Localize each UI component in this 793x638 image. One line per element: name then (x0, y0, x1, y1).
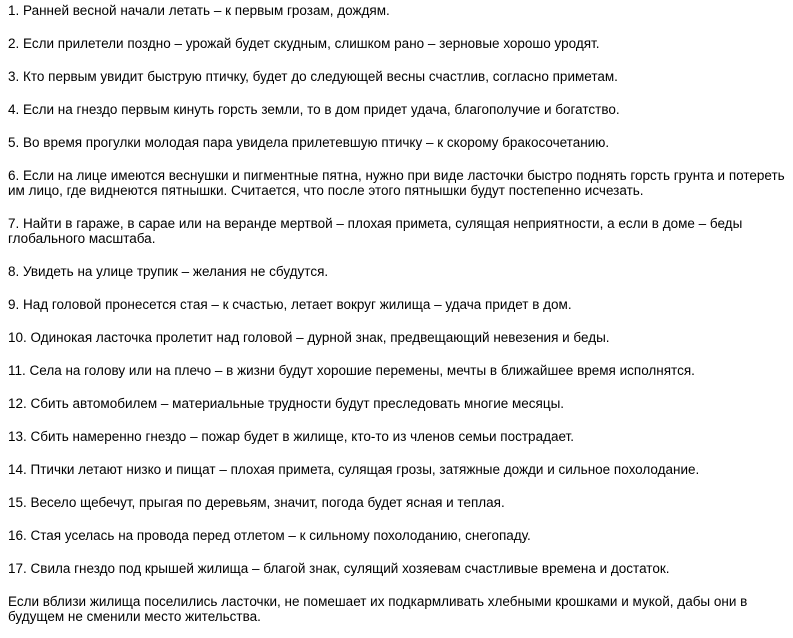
omen-item-3: 3. Кто первым увидит быструю птичку, будет до следующей весны счастлив, согласно приметам. (8, 69, 618, 84)
omen-item-1: 1. Ранней весной начали летать – к первым грозам, дождям. (8, 3, 390, 18)
omen-item-6: 6. Если на лице имеются веснушки и пигментные пятна, нужно при виде ласточки быстро поднять горсть грунта и потереть им лицо, где виднеются пятнышки. Считается, что после этого пятнышки будут постепенно исчезать. (8, 168, 785, 198)
document-body (8, 3, 788, 624)
omen-item-2: 2. Если прилетели поздно – урожай будет скудным, слишком рано – зерновые хорошо уродят. (8, 36, 600, 51)
omen-item-15: 15. Весело щебечут, прыгая по деревьям, значит, погода будет ясная и теплая. (8, 495, 505, 510)
omen-item-4: 4. Если на гнездо первым кинуть горсть земли, то в дом придет удача, благополучие и богатство. (8, 102, 620, 117)
omen-item-14: 14. Птички летают низко и пищат – плохая примета, сулящая грозы, затяжные дожди и сильное похолодание. (8, 462, 700, 477)
omen-item-5: 5. Во время прогулки молодая пара увидела прилетевшую птичку – к скорому бракосочетанию. (8, 135, 610, 150)
omen-item-12: 12. Сбить автомобилем – материальные трудности будут преследовать многие месяцы. (8, 396, 565, 411)
omen-item-7: 7. Найти в гараже, в сарае или на веранде мертвой – плохая примета, сулящая неприятности, а если в доме – беды глобального масштаба. (8, 216, 743, 246)
omen-item-10: 10. Одинокая ласточка пролетит над головой – дурной знак, предвещающий невезения и беды. (8, 330, 610, 345)
omen-item-9: 9. Над головой пронесется стая – к счастью, летает вокруг жилища – удача придет в дом. (8, 297, 572, 312)
omen-item-8: 8. Увидеть на улице трупик – желания не сбудутся. (8, 264, 329, 279)
omen-item-17: 17. Свила гнездо под крышей жилища – благой знак, сулящий хозяевам счастливые времена и достаток. (8, 561, 670, 576)
omen-item-13: 13. Сбить намеренно гнездо – пожар будет в жилище, кто-то из членов семьи пострадает. (8, 429, 574, 444)
omen-item-16: 16. Стая уселась на провода перед отлетом – к сильному похолоданию, снегопаду. (8, 528, 531, 543)
closing-note: Если вблизи жилища поселились ласточки, не помешает их подкармливать хлебными крошками и мукой, дабы они в будущем не сменили место жительства. (8, 594, 748, 624)
omen-item-11: 11. Села на голову или на плечо – в жизни будут хорошие перемены, мечты в ближайшее время исполнятся. (8, 363, 695, 378)
